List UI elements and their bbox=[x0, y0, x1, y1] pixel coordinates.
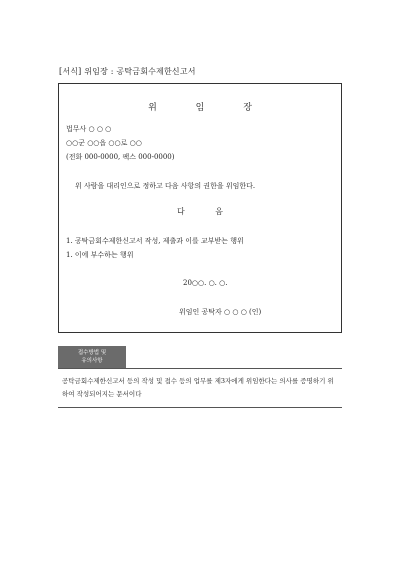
delegated-item: 1. 이에 부수하는 행위 bbox=[66, 251, 134, 259]
delegator-signature: 위임인 공탁자 ○ ○ ○ (인) bbox=[179, 308, 262, 316]
document-date: 20○○. ○. ○. bbox=[183, 279, 228, 287]
agent-name: 법무사 ○ ○ ○ bbox=[66, 125, 112, 133]
instructions-badge-line: 접수방법 및 bbox=[77, 350, 107, 356]
power-of-attorney-form bbox=[58, 83, 342, 333]
instructions-badge-line: 유의사항 bbox=[81, 358, 103, 364]
delegation-statement: 위 사람을 대리인으로 정하고 다음 사항의 권한을 위임한다. bbox=[75, 182, 256, 190]
following-heading: 다 음 bbox=[177, 207, 237, 216]
instructions-badge bbox=[58, 346, 126, 368]
instructions-section bbox=[58, 346, 342, 408]
delegated-item: 1. 공탁금회수제한신고서 작성, 제출과 이를 교부받는 행위 bbox=[66, 237, 244, 245]
instructions-text: 공탁금회수제한신고서 등의 작성 및 접수 등의 업무를 제3자에게 위임한다는 의사를 증명하기 위하여 작성되어지는 문서이다 bbox=[58, 368, 342, 408]
form-title: 위 임 장 bbox=[148, 103, 270, 113]
agent-address: ○○군 ○○읍 ○○로 ○○ bbox=[66, 139, 142, 147]
agent-contact: (전화 000-0000, 팩스 000-0000) bbox=[66, 153, 175, 161]
form-caption: [서식] 위임장 : 공탁금회수제한신고서 bbox=[59, 67, 196, 76]
